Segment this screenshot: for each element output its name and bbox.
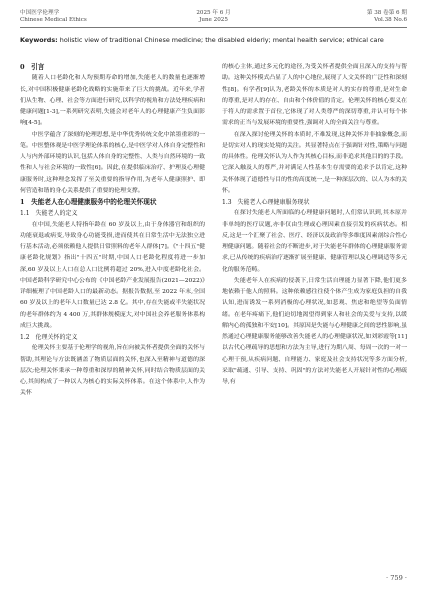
keywords-text: holistic view of traditional Chinese medicine; the disabled elderly; mental health service; ethical care xyxy=(57,36,384,44)
subsection-heading: 1.3 失能老人心理健康服务现状 xyxy=(222,199,310,206)
paragraph: 伦理关怀主要基于伦理学的视角,旨在向被关怀者提供全面的关怀与帮助,其理论与方法既涵盖了物质层面的关怀,也深入至精神与道德的深层次;伦理关怀秉承一种尊重和深厚的精神关怀,同时结合物质层面的关心,其间构成了一种以人为核心的实际关怀体系。在这个体系中,人作为关怀 xyxy=(20,345,205,397)
left-column xyxy=(20,62,205,400)
paragraph: 的核心主体,通过多元化的途径,为受关怀者提供全面且深入的支持与帮助。这种关怀模式凸显了人的中心地位,展现了人文关怀的广泛性和深刻性[8]。有学者[9]认为,老龄关怀的本质是对人的实存的尊重,是对生命的尊重,是对人的存在、自由和个体价值的肯定。伦理关怀的核心要义在于将人的需求置于首位,它体现了对人类尊严的深切尊重,并认可每个体需求的正当与发展环境的重要性,强调对人的全面关注与尊重。 xyxy=(222,64,407,127)
paragraph: 失能老年人在疾病的侵袭下,日常生活自理能力显著下降,他们更多地依赖于他人的照料。这种依赖感往往使个体产生成为家庭负担的自我认知,进而诱发一系列消极的心理状况,如悲观、焦虑和绝望等负面情绪。在老年疼痛下,他们迫切地渴望得到家人和社会的关爱与支持,以缓解内心的孤独和不安[10]。其原因是失能与心理健康之间的恶性影响,虽然通过心理健康服务能够改善失能老人的心理健康状况,如刘彩霞等[11]以古代心理疏导的思想和方法为主导,进行为期八周、每周一次的一对一心理干预,从疾病问题、自理能力、家庭及社会支持状况等多方面分析,采取"疏通、引导、支持、巩固"的方法对失能老人开展针对性的心理疏导,有 xyxy=(222,277,407,385)
section-heading: 1 失能老人在心理健康服务中的伦理关怀现状 xyxy=(20,198,157,206)
header-date xyxy=(0,10,427,25)
keywords xyxy=(20,35,407,46)
journal-title-cn: 中国医学伦理学 xyxy=(20,10,60,16)
subsection-heading: 1.1 失能老人的定义 xyxy=(20,210,78,218)
paragraph: 在探讨失能老人所面临的心理健康问题时,人们常认识到,其本原并非单纯的医疗议题,亦非仅由生理或心理因素直接引发的疾病状态。相反,这是一个汇聚了社会、医疗、经济以及政治等多维度因素剖综合性心理健康问题。随着社会的不断进步,对于失能老年群体的心理健康服务需求,已从传统的疾病治疗逐渐扩展至健康、健康管理以及心理调适等多元化的服务范畴。 xyxy=(222,210,407,273)
paragraph: 中医学蕴含了深刻的伦理思想,是中华优秀传统文化中浓墨重彩的一笔。中医整体观是中医学理论体系的核心,是中医学对人体自身完整性和人与内外部环境的认识,包括人体自身的完整性、人类与自然环境的一致性和人与社会环境的一致性[6]。因此,在提供临床治疗、护理及心理健康服务时,这种理念发挥了至关重要的指导作用,为老年人健康照护、即何营造和谐的身心关系提供了重要的伦理支撑。 xyxy=(20,131,205,194)
page-number: · 759 · xyxy=(386,574,407,582)
paragraph: 随着人口老龄化和人均预期寿命的增加,失能老人的数量也逐渐增长,对中国积极健康老龄化战略的实施带来了巨大的挑战。近年来,学者们从生物、心理、社会等方面进行研究,以科学的视角和方法处理疾病和健康问题[1-3],一系列研究表明,失能会对老年人的心理健康产生负面影响[4-5]。 xyxy=(20,75,205,127)
issue-date-cn: 2025 年 6 月 xyxy=(196,10,231,16)
paragraph: 在中国,失能老人特指年龄在 60 岁及以上,由于身体器官和组织的功能衰退或病变,导致身心功能受损,进而使其在日常生活中无法独立进行基本活动,必须依赖他人提供日常照料的老年人群体[7]。《"十四五"健康老龄化规划》指出"十四五"时期,中国人口老龄化程度将进一步加深,60 岁及以上人口在总人口比例将超过 20%,进入中度老龄化社会。中国老龄科学研究中心公布的《中国老龄产业发展报告(2021—2022)》详细梳理了中国老龄人口的最新动态。据报告数据,至 2022 年末,全国 60 岁及以上的老年人口数量已达 2.8 亿。其中,存在失能或半失能状况的老年群体约为 4 400 万,其群体规模庞大,对中国社会养老服务体系构成巨大挑战。 xyxy=(20,221,205,329)
section-heading: 0 引言 xyxy=(20,63,45,71)
right-column xyxy=(222,62,407,388)
volume-cn: 第 38 卷第 6 期 xyxy=(366,10,407,16)
header-divider xyxy=(20,27,407,28)
journal-title-en: Chinese Medical Ethics xyxy=(20,17,87,24)
issue-date-en: June 2025 xyxy=(199,17,228,24)
paragraph: 在深入探讨伦理关怀的本质时,不难发现,这种关怀并非抽象概念,而是切实对人的现实处境的关注。其显著特点在于强调针对性,策略与问题的具体性。伦理关怀认为人作为其核心目标,而非追求其他目的的手段。它深入触及人的尊严,并对满足人性基本生存需要的追求予以肯定,这种关怀体现了道德性与目的性的高度统一,是一种深层次的、以人为本的关怀。 xyxy=(222,131,407,194)
header-volume xyxy=(367,10,407,25)
keywords-label: Keywords: xyxy=(20,36,58,44)
subsection-heading: 1.2 伦理关怀的定义 xyxy=(20,334,78,341)
volume-en: Vol.38 No.6 xyxy=(374,17,407,24)
